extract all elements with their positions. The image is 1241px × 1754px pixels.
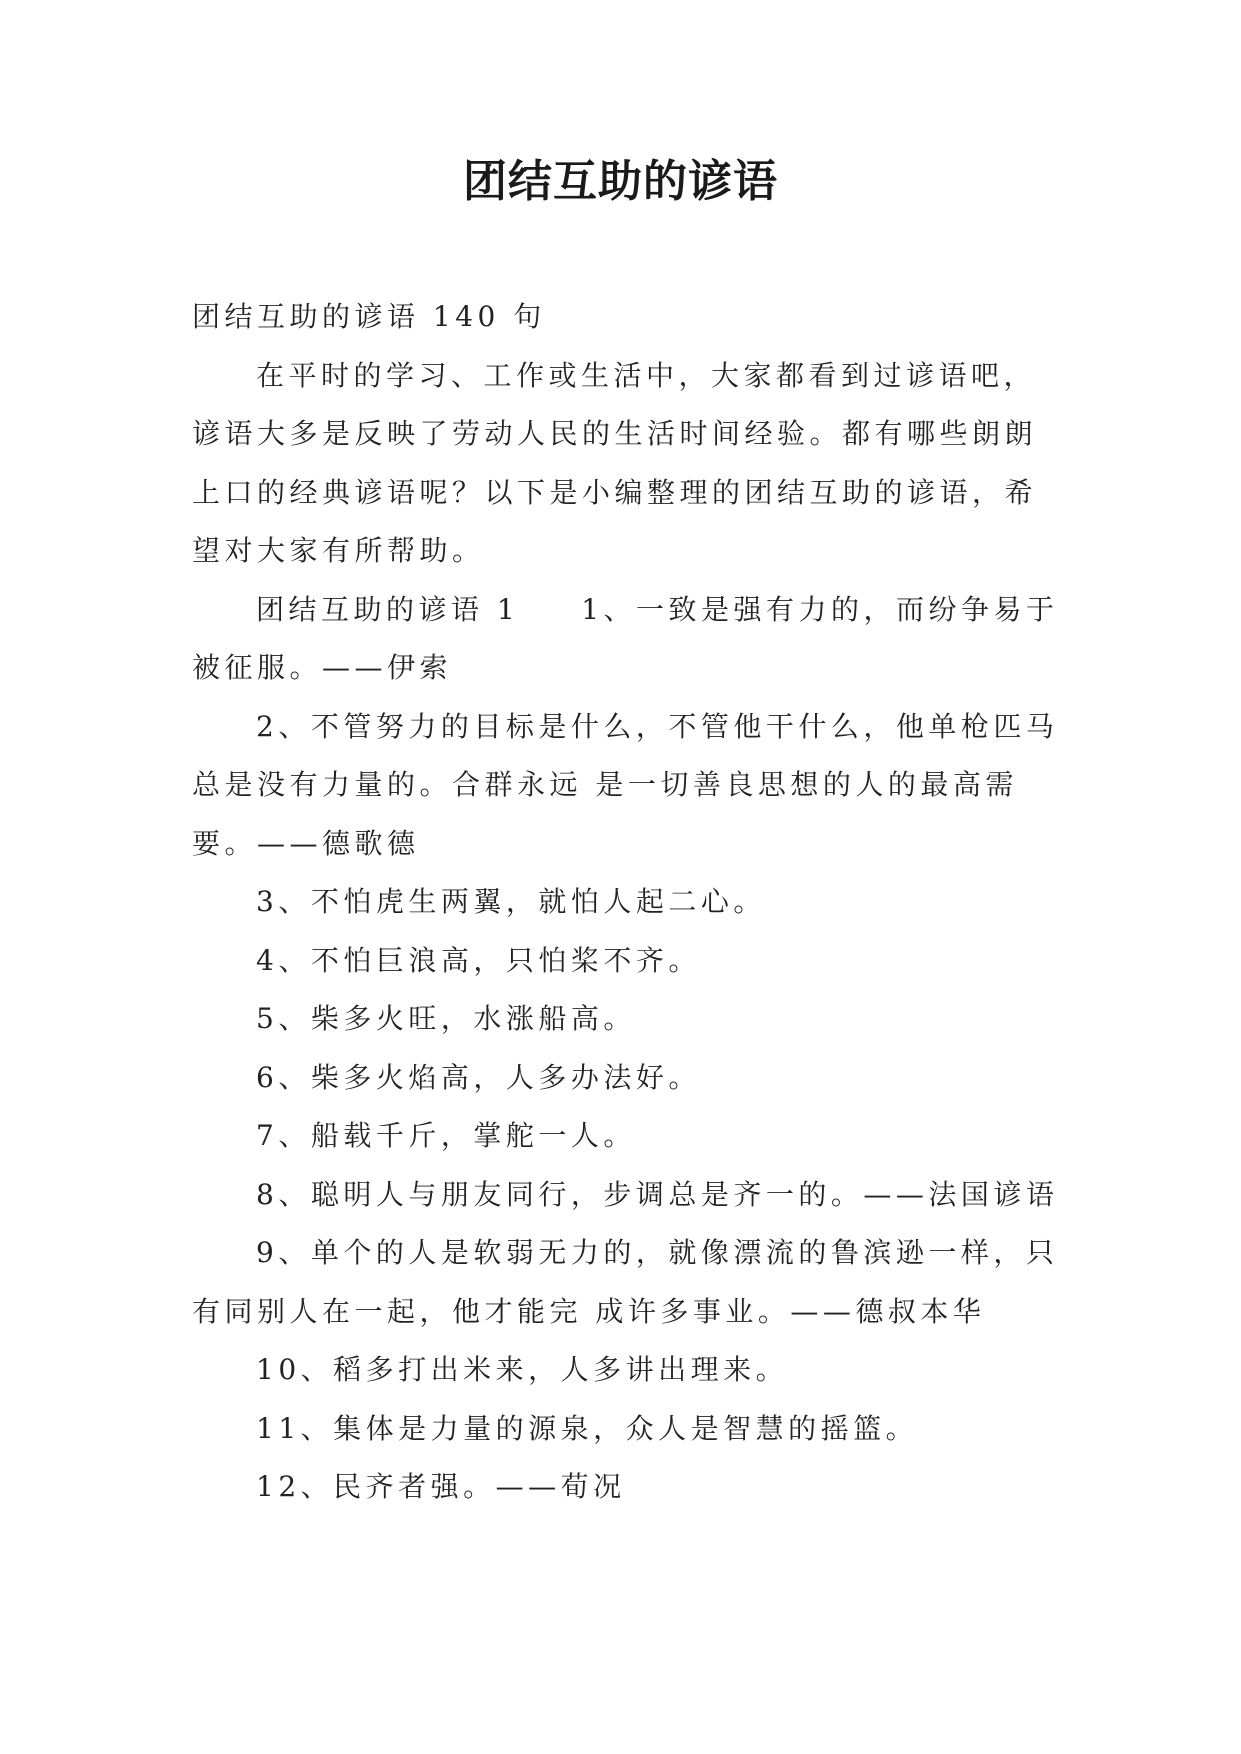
intro-paragraph: 在平时的学习、工作或生活中，大家都看到过谚语吧，谚语大多是反映了劳动人民的生活时间经验。都有哪些朗朗上口的经典谚语呢？以下是小编整理的团结互助的谚语，希望对大家有所帮助。 xyxy=(192,358,1038,567)
proverb-item: 9、单个的人是软弱无力的，就像漂流的鲁滨逊一样，只有同别人在一起，他才能完 成许多事业。——德叔本华 xyxy=(192,1236,1059,1328)
subtitle-line: 团结互助的谚语 140 句 xyxy=(192,300,546,333)
document-title: 团结互助的谚语 xyxy=(463,156,778,207)
proverb-item: 4、不怕巨浪高，只怕桨不齐。 xyxy=(256,943,701,977)
proverb-item: 10、稻多打出米来，人多讲出理来。 xyxy=(256,1353,789,1386)
section-heading: 团结互助的谚语 1 xyxy=(256,592,520,626)
proverb-item: 8、聪明人与朋友同行，步调总是齐一的。——法国谚语 xyxy=(256,1177,1059,1211)
proverb-item: 5、柴多火旺，水涨船高。 xyxy=(256,1002,636,1035)
document-body xyxy=(192,288,1062,1517)
proverb-item: 1、一致是强有力的，而纷争易于被征服。——伊索 xyxy=(192,592,1059,684)
proverb-item: 12、民齐者强。——荀况 xyxy=(256,1470,626,1503)
proverb-item: 7、船载千斤，掌舵一人。 xyxy=(256,1119,636,1152)
proverb-item: 11、集体是力量的源泉，众人是智慧的摇篮。 xyxy=(256,1411,919,1445)
proverb-item: 3、不怕虎生两翼，就怕人起二心。 xyxy=(256,885,766,918)
section-paragraph xyxy=(192,581,1062,698)
proverb-item: 6、柴多火焰高，人多办法好。 xyxy=(256,1060,701,1094)
proverb-item: 2、不管努力的目标是什么，不管他干什么，他单枪匹马总是没有力量的。合群永远 是一切善良思想的人的最高需要。——德歌德 xyxy=(192,709,1059,860)
